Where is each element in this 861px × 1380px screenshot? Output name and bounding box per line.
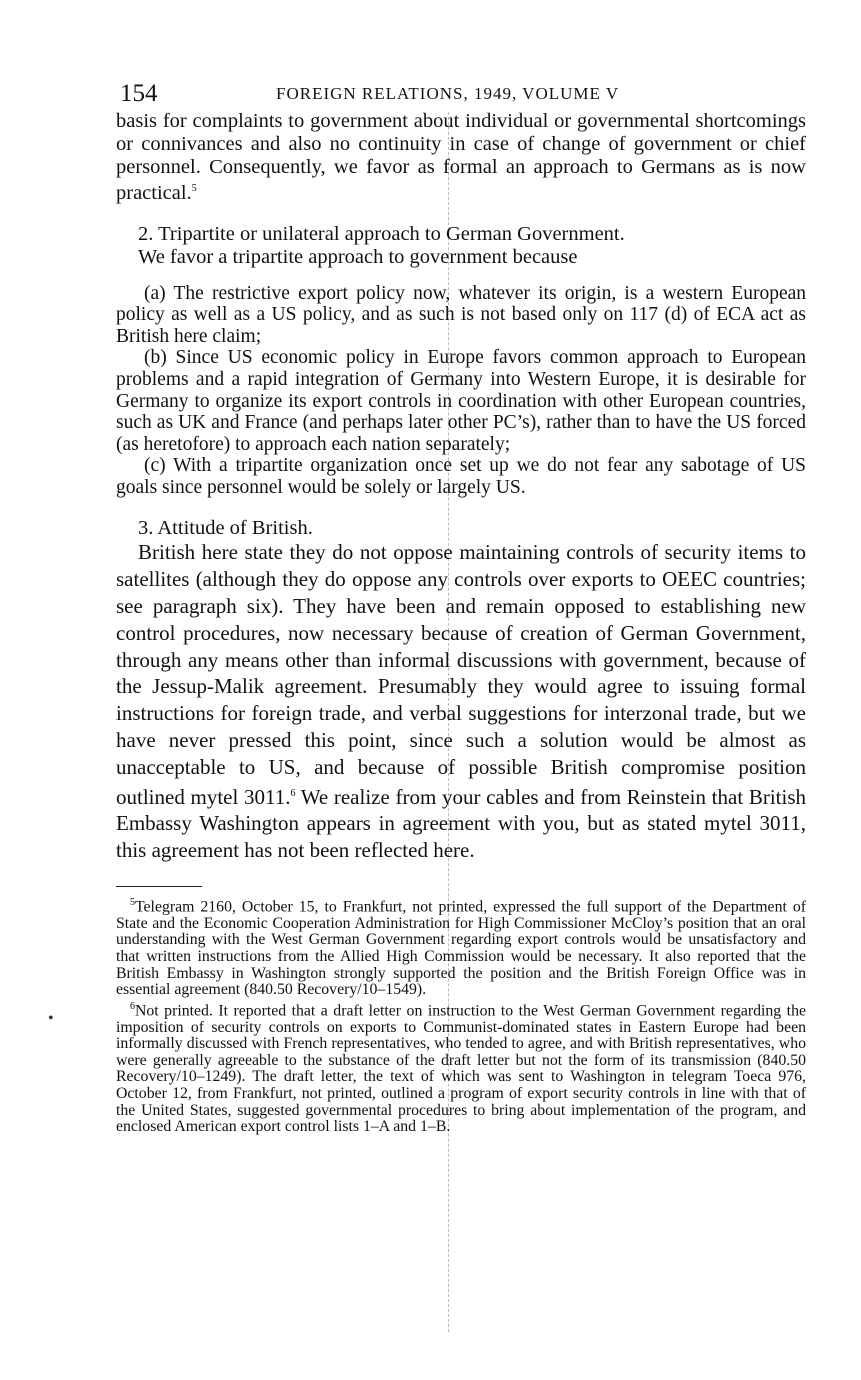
footnote-6-mark: 6 <box>130 1000 135 1012</box>
section-3-heading: 3. Attitude of British. <box>138 516 313 539</box>
footnote-5 <box>116 895 806 999</box>
intro-paragraph <box>116 110 806 205</box>
section-2-item-c: (c) With a tripartite organization once set up we do not fear any sabotage of US goals since personnel would be solely or largely US. <box>116 455 806 498</box>
footnote-5-text: Telegram 2160, October 15, to Frankfurt, not printed, expressed the full support of the Department of State and the Economic Cooperation Administration for High Commissioner McCloy’s position that an oral understanding with the West German Government regarding export controls would be unsatisfactory and that written instructions from the Allied High Commission would be necessary. It also reported that the British Embassy in Washington strongly supported the position and the British Foreign Office was in essential agreement (840.50 Recovery/10–1549). <box>116 898 806 999</box>
footnote-6 <box>116 999 806 1136</box>
footnote-rule <box>116 886 202 887</box>
section-2-heading: 2. Tripartite or unilateral approach to German Government. <box>138 223 625 246</box>
running-title: FOREIGN RELATIONS, 1949, VOLUME V <box>276 84 620 103</box>
section-3-text-1: British here state they do not oppose maintaining controls of security items to satellites (although they do oppose any controls over exports to OEEC countries; see paragraph six). They have been and remain opposed to establishing new control procedures, now necessary because of creation of German Government, through any means other than informal discussions with government, because of the Jessup-Malik agreement. Presumably they would agree to issuing formal instructions for foreign trade, and verbal suggestions for interzonal trade, but we have never pressed this point, since such a solution would be almost as unacceptable to US, and because of possible British compromise position outlined mytel 3011. <box>116 540 806 809</box>
footnote-6-text: Not printed. It reported that a draft letter on instruction to the West German Government regarding the imposition of security controls on exports to Communist-dominated states in Eastern Europe had been informally discussed with French representatives, who tended to agree, and with British representatives, who were generally agreeable to the substance of the draft letter but not the form of its transmission (840.50 Recovery/10–1249). The draft letter, the text of which was sent to Washington in telegram Toeca 976, October 12, from Frankfurt, not printed, outlined a program of export security controls in line with that of the United States, suggested governmental procedures to bring about implementation of the program, and enclosed American export control lists 1–A and 1–B. <box>116 1002 806 1136</box>
section-2-item-a: (a) The restrictive export policy now, whatever its origin, is a western European policy as well as a US policy, and as such is not based only on 117 (d) of ECA act as British here claim; <box>116 282 806 347</box>
section-2-item-b: (b) Since US economic policy in Europe favors common approach to European problems and a rapid integration of Germany into Western Europe, it is desirable for Germany to organize its export controls in coordination with other European countries, such as UK and France (and perhaps later other PC’s), rather than to have the US forced (as heretofore) to approach each nation separately; <box>116 347 806 455</box>
page-number: 154 <box>120 80 158 107</box>
document-page <box>116 70 806 1136</box>
section-2-lead: We favor a tripartite approach to government because <box>138 245 578 268</box>
footnote-ref-5: 5 <box>191 183 197 195</box>
section-3-text-2: We realize from your cables and from Reinstein that British Embassy Washington appears in agreement with you, but as stated mytel 3011, this agreement has not been reflected here. <box>116 784 806 863</box>
footnote-5-mark: 5 <box>130 896 135 908</box>
margin-mark: • <box>48 1010 54 1027</box>
running-header <box>116 70 806 110</box>
section-3-paragraph <box>116 539 806 864</box>
footnote-ref-6: 6 <box>290 787 296 799</box>
intro-text: basis for complaints to government about individual or governmental shortcomings or connivances and also no continuity in case of change of government or chief personnel. Consequently, we favor as formal an approach to Germans as is now practical. <box>116 110 806 205</box>
